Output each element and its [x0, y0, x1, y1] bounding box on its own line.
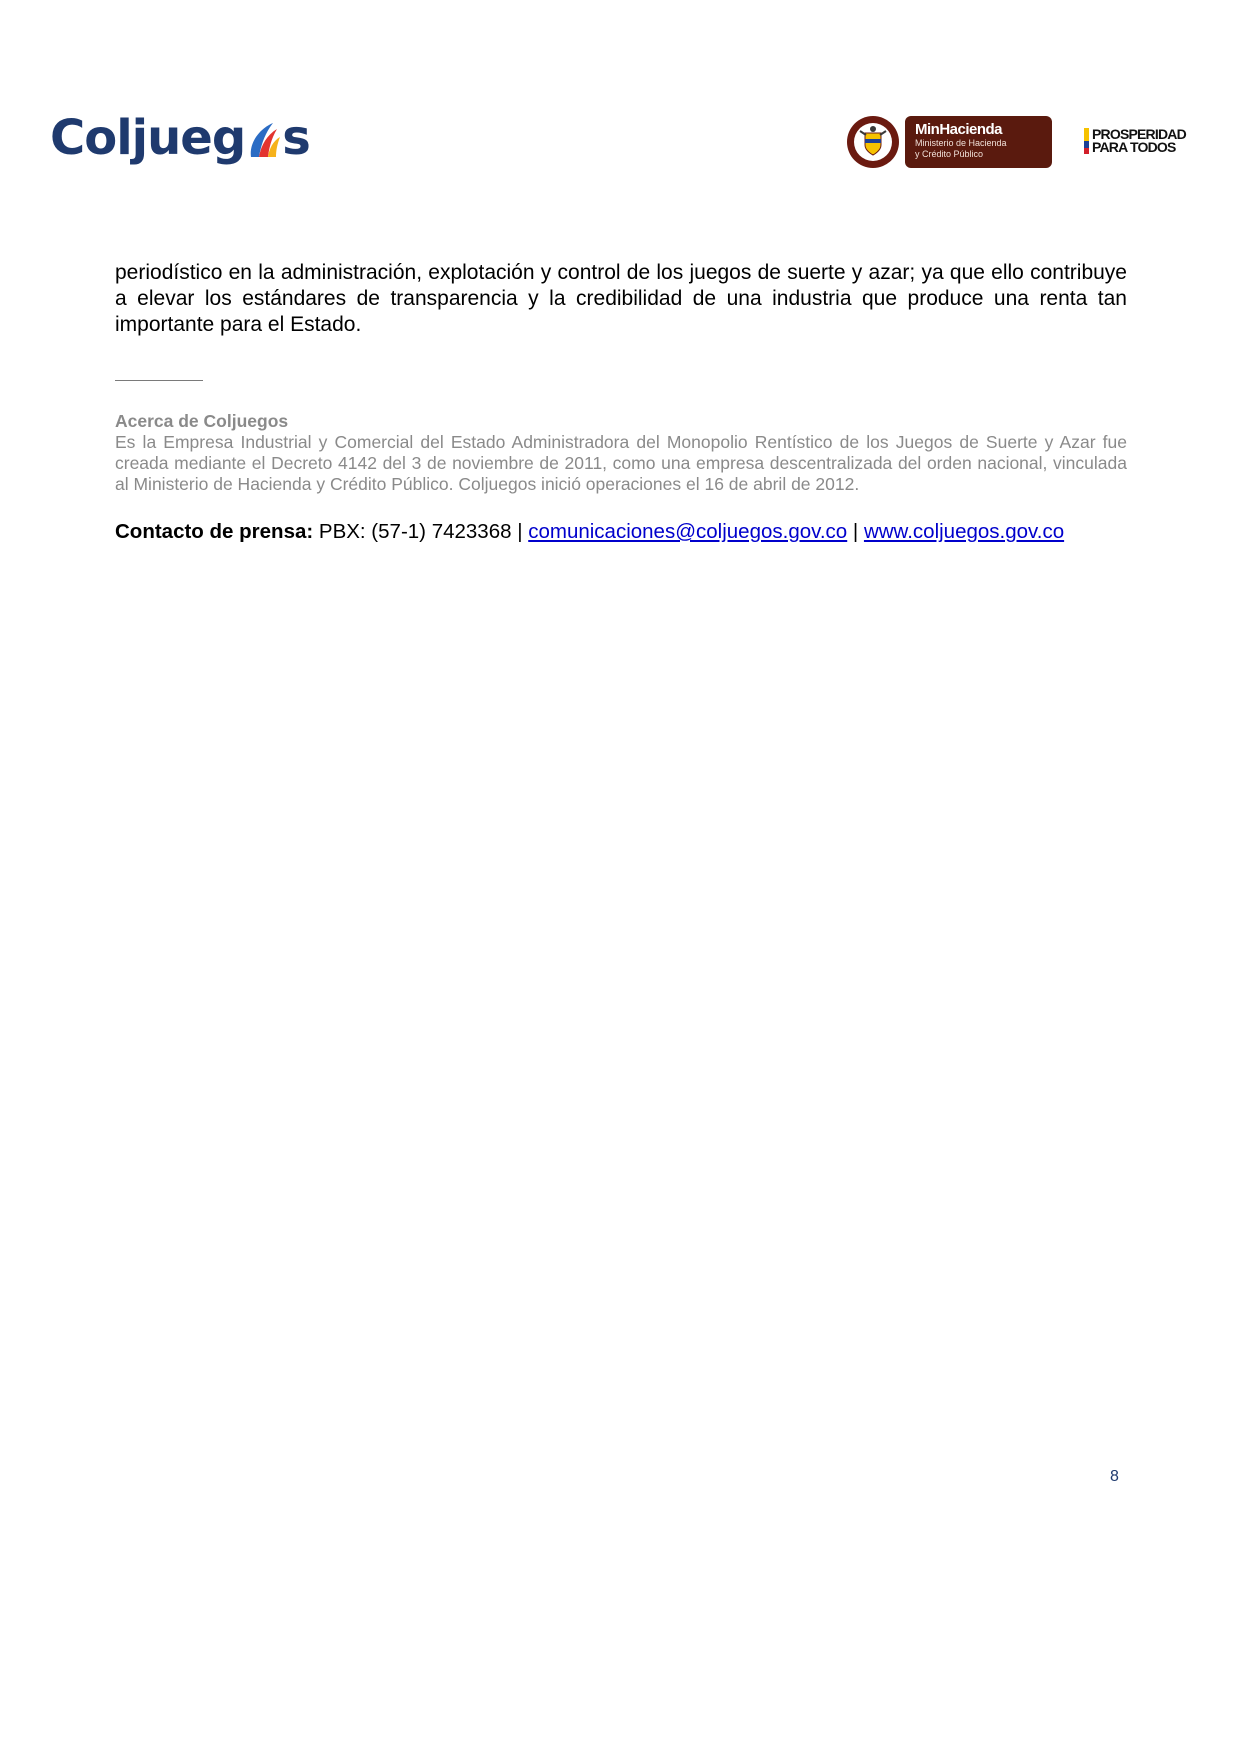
body-paragraph: periodístico en la administración, explotación y control de los juegos de suerte y azar; ya que ello contribuye a elevar los estándares de transparencia y la credibilidad de una industria que produce una renta tan importante para el Estado.: [115, 261, 1127, 336]
minhacienda-logo: [905, 116, 1052, 168]
coljuegos-o-flame-icon: [247, 121, 281, 161]
press-contact-pbx: PBX: (57-1) 7423368 |: [313, 520, 529, 543]
press-contact: [115, 519, 1127, 545]
coljuegos-logo: [50, 108, 310, 168]
press-contact-divider: |: [847, 520, 864, 543]
press-contact-label: Contacto de prensa:: [115, 520, 314, 543]
minhacienda-subtitle-1: Ministerio de Hacienda: [915, 138, 1007, 148]
press-email-link[interactable]: comunicaciones@coljuegos.gov.co: [528, 520, 848, 543]
about-text: Es la Empresa Industrial y Comercial del Estado Administradora del Monopolio Rentístico de los Juegos de Suerte y Azar fue creada mediante el Decreto 4142 del 3 de noviembre de 2011, como una empresa descentralizada del orden nacional, vinculada al Ministerio de Hacienda y Crédito Público. Coljuegos inició operaciones el 16 de abril de 2012.: [115, 432, 1127, 494]
prosperidad-para-todos-logo: [1084, 126, 1186, 156]
about-title: Acerca de Coljuegos: [115, 411, 289, 431]
minhacienda-subtitle-2: y Crédito Público: [915, 149, 984, 159]
escudo-colombia-icon: [846, 115, 900, 169]
prosperidad-line2: PARA TODOS: [1092, 139, 1176, 155]
colombia-flag-icon: [1084, 128, 1089, 154]
footnote-separator: [115, 380, 203, 381]
coljuegos-logo-text: Coljueg: [50, 110, 246, 166]
coljuegos-logo-text-tail: s: [282, 110, 310, 166]
minhacienda-title: MinHacienda: [915, 121, 1003, 138]
about-section: [115, 411, 1127, 495]
website-link[interactable]: www.coljuegos.gov.co: [863, 520, 1065, 543]
page-number: 8: [1110, 1468, 1119, 1485]
prosperidad-line1: PROSPERIDAD: [1092, 126, 1186, 142]
document-body: [115, 260, 1127, 545]
